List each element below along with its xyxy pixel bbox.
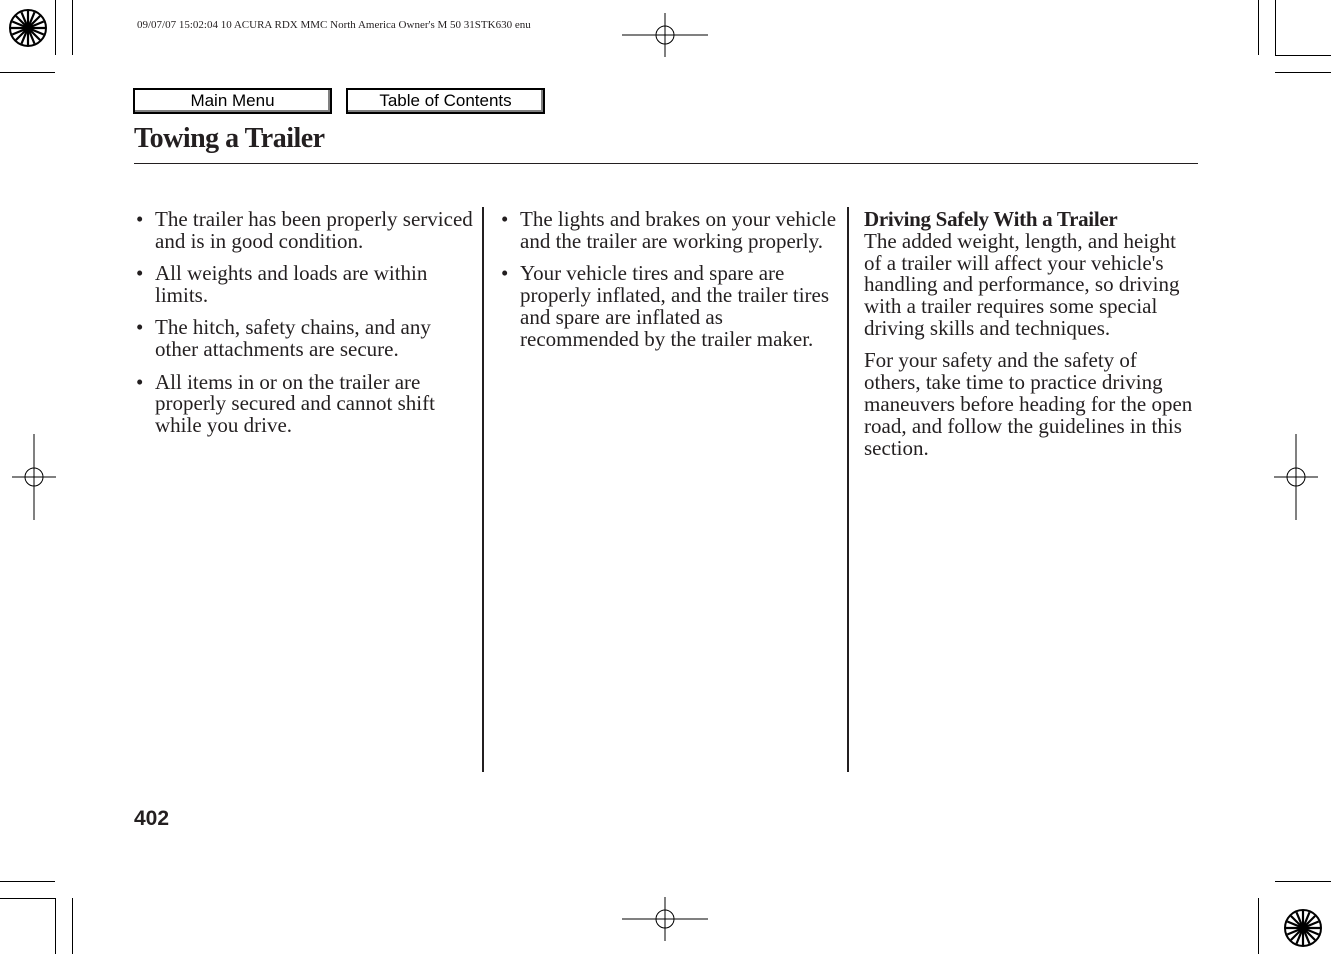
page-title: Towing a Trailer — [134, 123, 325, 154]
crop-mark — [1275, 0, 1276, 55]
bullet: • — [136, 315, 144, 340]
crop-mark — [0, 881, 55, 882]
bullet: • — [136, 261, 144, 286]
table-of-contents-button[interactable]: Table of Contents — [346, 88, 545, 114]
print-slug: 09/07/07 15:02:04 10 ACURA RDX MMC North America Owner's M 50 31STK630 enu — [137, 19, 531, 31]
bullet: • — [501, 207, 509, 231]
bullet: • — [501, 261, 509, 286]
list-item-text: All weights and loads are within limits. — [155, 261, 428, 307]
column-right — [864, 209, 1197, 470]
column-middle — [499, 209, 839, 361]
crosshair-registration-icon — [622, 13, 708, 57]
page-number: 402 — [134, 807, 170, 830]
crop-mark — [1275, 55, 1331, 56]
list-item-text: All items in or on the trailer are properly secured and cannot shift while you drive. — [155, 369, 435, 438]
checklist — [499, 209, 839, 350]
list-item — [134, 317, 474, 361]
list-item-text: Your vehicle tires and spare are properly inflated, and the trailer tires and spare are inflated as recommended by the trailer maker. — [520, 261, 830, 351]
crop-mark — [0, 72, 55, 73]
list-item-text: The lights and brakes on your vehicle and the trailer are working properly. — [520, 207, 837, 253]
crop-mark — [55, 898, 56, 954]
list-item — [499, 263, 839, 350]
crop-mark — [1258, 898, 1259, 954]
crosshair-registration-icon — [1274, 434, 1318, 520]
list-item — [134, 369, 474, 438]
crosshair-registration-icon — [12, 434, 56, 520]
column-divider — [482, 207, 484, 772]
paragraph: For your safety and the safety of others, take time to practice driving maneuvers before heading for the open road, and follow the guidelines in this section. — [864, 348, 1193, 460]
title-rule — [134, 163, 1198, 164]
list-item — [499, 209, 839, 253]
crop-mark — [55, 0, 56, 55]
crop-mark — [72, 0, 73, 55]
crop-mark — [72, 898, 73, 954]
registration-rosette-icon — [8, 8, 48, 48]
registration-rosette-icon — [1283, 908, 1323, 948]
paragraph: The added weight, length, and height of a trailer will affect your vehicle's handling and performance, so driving with a trailer requires some special driving skills and techniques. — [864, 228, 1180, 340]
list-item — [134, 209, 474, 253]
section-heading: Driving Safely With a Trailer — [864, 207, 1118, 231]
crop-mark — [1258, 0, 1259, 55]
crop-mark — [1275, 72, 1331, 73]
list-item — [134, 263, 474, 307]
bullet: • — [136, 369, 144, 394]
column-divider — [847, 207, 849, 772]
main-menu-button[interactable]: Main Menu — [133, 88, 332, 114]
column-left — [134, 209, 474, 448]
checklist — [134, 209, 474, 437]
bullet: • — [136, 207, 144, 231]
crop-mark — [1275, 881, 1331, 882]
list-item-text: The trailer has been properly serviced and is in good condition. — [155, 207, 473, 253]
crosshair-registration-icon — [622, 897, 708, 941]
crop-mark — [0, 898, 55, 899]
list-item-text: The hitch, safety chains, and any other attachments are secure. — [155, 315, 431, 362]
